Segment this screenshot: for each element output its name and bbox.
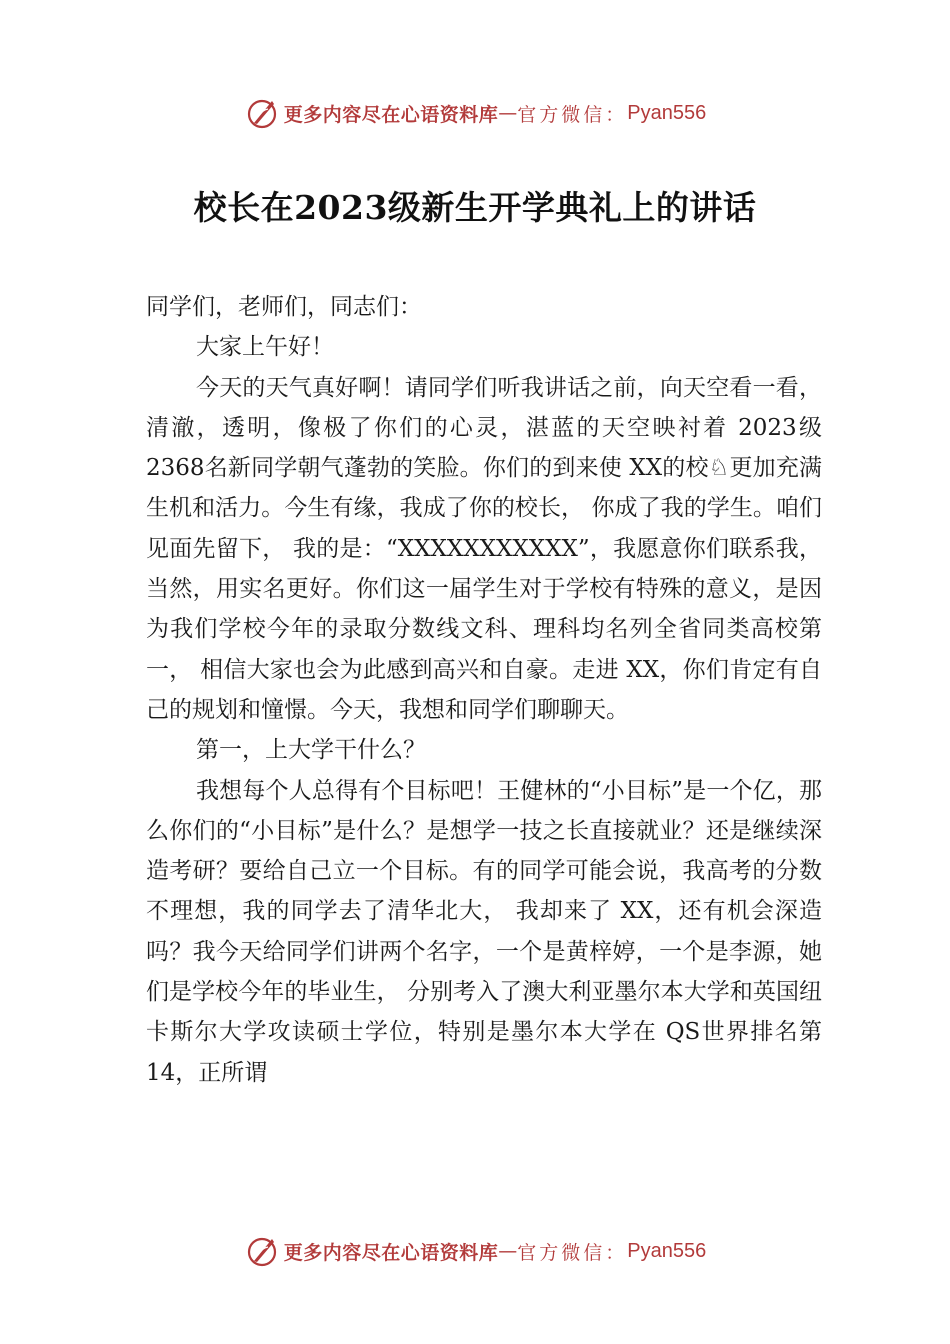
footer-watermark-banner bbox=[0, 1231, 950, 1271]
salutation: 同学们，老师们，同志们： bbox=[146, 294, 422, 320]
banner-wechat-label: 官方微信： bbox=[517, 103, 628, 126]
document-body bbox=[146, 287, 822, 1093]
banner-wechat-id: Pyan556 bbox=[627, 1239, 707, 1262]
section-heading: 第一，上大学干什么？ bbox=[196, 737, 426, 764]
paragraph: 今天的天气真好啊！请同学们听我讲话之前，向天空看一看，清澈，透明，像极了你们的心灵，湛蓝的天空映衬着 2023级 2368名新同学朝气蓬勃的笑脸。你们的到来使 XX的校♘更加充满生机和活力。今生有缘，我成了你的校长， 你成了我的学生。咱们见面先留下， 我的是：“XXXXXXXXXXX”，我愿意你们联系我，当然，用实名更好。你们这一届学生对于学校有特殊的意义，是因为我们学校今年的录取分数线文科、理科均名列全省同类高校第一， 相信大家也会为此感到高兴和自豪。走进 XX，你们肯定有自己的规划和憧憬。今天，我想和同学们聊聊天。 bbox=[146, 374, 822, 723]
banner-wechat-id: Pyan556 bbox=[627, 101, 707, 124]
banner-dash: — bbox=[498, 102, 518, 124]
banner-wechat-label: 官方微信： bbox=[517, 1241, 628, 1264]
document-title: 校长在2023级新生开学典礼上的讲话 bbox=[193, 188, 757, 227]
quill-seal-icon bbox=[244, 1233, 280, 1269]
header-watermark-banner bbox=[0, 93, 950, 133]
banner-text: 更多内容尽在心语资料库 bbox=[283, 1241, 499, 1264]
paragraph: 我想每个人总得有个目标吧！王健林的“小目标”是一个亿，那么你们的“小目标”是什么？是想学一技之长直接就业？还是继续深造考研？要给自己立一个目标。有的同学可能会说，我高考的分数不理想，我的同学去了清华北大， 我却来了 XX，还有机会深造吗？我今天给同学们讲两个名字，一个是黄梓婷，一个是李源，她们是学校今年的毕业生， 分别考入了澳大利亚墨尔本大学和英国纽卡斯尔大学攻读硕士学位，特别是墨尔本大学在 QS世界排名第 14，正所谓 bbox=[146, 777, 822, 1086]
quill-seal-icon bbox=[244, 95, 280, 131]
greeting: 大家上午好！ bbox=[196, 334, 334, 361]
banner-text: 更多内容尽在心语资料库 bbox=[283, 103, 499, 126]
banner-dash: — bbox=[498, 1240, 518, 1262]
